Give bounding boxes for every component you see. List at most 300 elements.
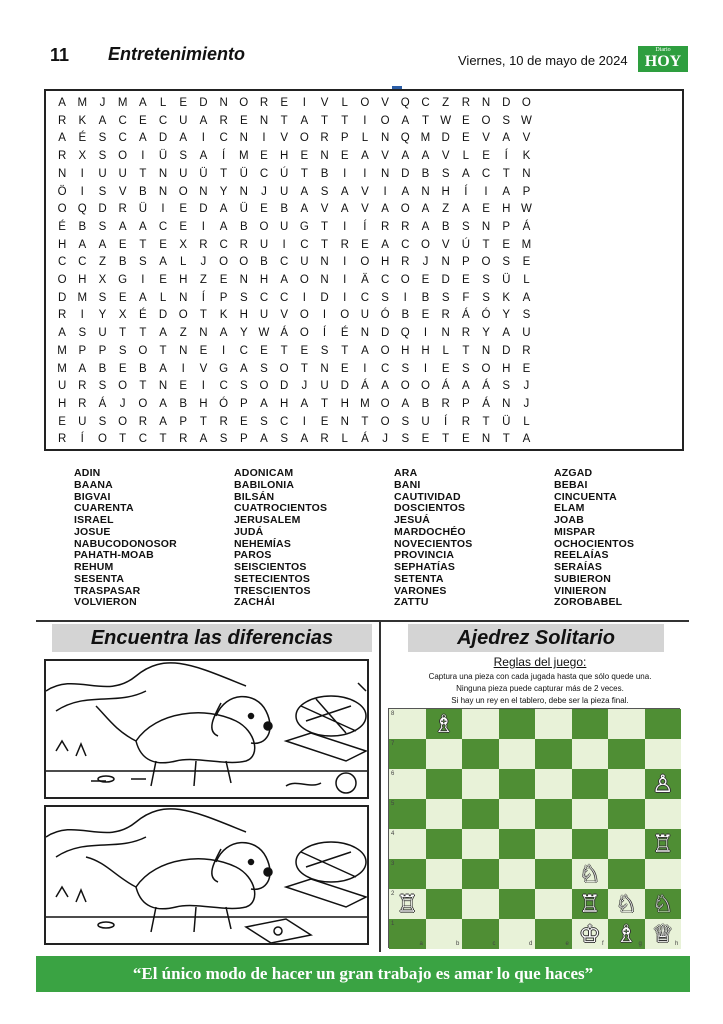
grid-letter: E — [502, 238, 511, 251]
grid-letter: U — [98, 167, 107, 180]
grid-letter: E — [179, 380, 188, 393]
grid-letter: K — [522, 150, 531, 163]
grid-letter: U — [320, 380, 329, 393]
grid-letter: Ó — [219, 397, 229, 410]
board-square — [499, 859, 536, 889]
grid-letter: A — [462, 380, 470, 393]
chess-piece-rook-icon[interactable]: ♖ — [651, 830, 674, 858]
grid-letter: R — [401, 220, 410, 233]
grid-letter: E — [260, 344, 268, 357]
grid-letter: S — [502, 114, 511, 127]
grid-letter: I — [343, 256, 347, 269]
word-item: NABUCODONOSOR — [74, 537, 177, 550]
grid-letter: H — [441, 185, 450, 198]
grid-row — [52, 95, 678, 112]
grid-letter: J — [523, 397, 530, 410]
grid-letter: A — [381, 380, 389, 393]
board-square — [645, 739, 682, 769]
grid-letter: E — [421, 309, 430, 322]
grid-letter: D — [98, 203, 107, 216]
grid-letter: N — [360, 327, 370, 340]
grid-letter: A — [139, 220, 147, 233]
grid-letter: E — [462, 274, 470, 286]
board-square — [389, 709, 426, 739]
grid-letter: C — [259, 291, 269, 304]
grid-letter: T — [159, 433, 167, 446]
grid-letter: V — [320, 97, 329, 109]
grid-letter: Í — [221, 150, 226, 163]
grid-letter: T — [361, 415, 369, 428]
grid-letter: A — [239, 362, 248, 375]
grid-letter: C — [280, 291, 289, 304]
grid-letter: E — [482, 150, 490, 163]
page-header — [0, 0, 723, 80]
grid-letter: L — [341, 433, 348, 446]
grid-letter: B — [441, 220, 450, 233]
grid-letter: V — [381, 97, 389, 109]
grid-letter: D — [57, 291, 67, 304]
grid-letter: E — [260, 203, 268, 216]
grid-letter: H — [57, 397, 67, 410]
grid-letter: N — [481, 220, 491, 233]
grid-letter: O — [420, 238, 430, 251]
grid-letter: Ó — [481, 309, 491, 322]
board-square — [462, 799, 499, 829]
grid-letter: R — [320, 433, 329, 446]
board-square — [499, 889, 536, 919]
grid-letter: A — [300, 203, 309, 216]
grid-letter: T — [482, 415, 490, 428]
grid-letter: S — [98, 132, 107, 145]
grid-letter: R — [522, 344, 531, 357]
grid-letter: E — [118, 362, 127, 375]
word-item: BIGVAI — [74, 490, 111, 503]
grid-letter: C — [401, 238, 410, 251]
grid-letter: É — [340, 327, 349, 340]
grid-letter: N — [441, 327, 450, 340]
grid-letter: M — [360, 397, 370, 410]
grid-letter: A — [139, 97, 147, 109]
board-square — [535, 739, 572, 769]
grid-letter: S — [502, 380, 511, 393]
grid-letter: C — [481, 167, 491, 180]
word-item: BILSÁN — [234, 490, 275, 503]
word-item: ISRAEL — [74, 514, 114, 526]
grid-letter: M — [77, 97, 88, 109]
chess-piece-knight-icon[interactable]: ♘ — [615, 890, 637, 918]
grid-letter: O — [299, 274, 309, 286]
grid-letter: F — [462, 291, 470, 304]
grid-letter: E — [179, 203, 188, 216]
grid-letter: Ü — [239, 167, 248, 180]
grid-letter: O — [299, 309, 309, 322]
grid-letter: Í — [464, 185, 468, 198]
board-square — [645, 799, 682, 829]
grid-letter: R — [461, 415, 470, 428]
grid-letter: E — [300, 150, 309, 163]
grid-letter: T — [139, 167, 147, 180]
grid-letter: V — [361, 203, 369, 216]
grid-letter: U — [78, 415, 87, 428]
grid-letter: U — [522, 327, 531, 340]
word-item: JOSUE — [74, 525, 111, 538]
rule-line: Captura una pieza con cada jugada hasta que sólo quede una. — [428, 672, 652, 681]
word-item: CUARENTA — [74, 502, 134, 515]
word-item: TRESCIENTOS — [234, 584, 311, 597]
grid-letter: A — [199, 114, 208, 127]
grid-letter: R — [401, 256, 410, 269]
grid-letter: A — [462, 167, 470, 180]
grid-letter: P — [239, 397, 248, 410]
grid-letter: I — [80, 167, 84, 180]
grid-letter: Q — [400, 132, 410, 145]
grid-letter: S — [98, 220, 107, 233]
word-item: BABILONIA — [234, 478, 295, 491]
grid-letter: H — [199, 397, 208, 410]
grid-letter: I — [343, 220, 347, 233]
grid-letter: O — [259, 220, 269, 233]
grid-letter: A — [361, 344, 369, 357]
grid-letter: H — [421, 344, 430, 357]
grid-letter: Ú — [461, 238, 470, 251]
board-square — [535, 709, 572, 739]
grid-letter: K — [78, 114, 87, 127]
grid-letter: D — [441, 274, 450, 286]
grid-letter: T — [199, 309, 207, 322]
grid-letter: Z — [98, 256, 106, 269]
grid-letter: B — [179, 397, 188, 410]
grid-letter: C — [118, 114, 127, 127]
grid-letter: S — [139, 256, 147, 269]
grid-letter: T — [119, 327, 127, 340]
board-square — [499, 799, 536, 829]
grid-letter: N — [199, 185, 208, 198]
grid-letter: E — [320, 415, 329, 428]
grid-letter: S — [98, 415, 107, 428]
board-square — [462, 739, 499, 769]
grid-letter: N — [199, 327, 208, 340]
grid-letter: O — [380, 397, 390, 410]
grid-letter: A — [502, 327, 511, 340]
grid-letter: R — [340, 238, 349, 251]
grid-letter: P — [502, 220, 511, 233]
grid-letter: E — [219, 274, 228, 286]
chess-piece-pawn-icon[interactable]: ♙ — [651, 770, 674, 798]
grid-letter: A — [381, 238, 389, 251]
grid-letter: J — [422, 256, 429, 269]
chess-piece-queen-icon[interactable]: ♕ — [651, 920, 674, 948]
grid-letter: I — [423, 362, 428, 375]
grid-letter: I — [343, 167, 347, 180]
grid-letter: C — [380, 362, 390, 375]
grid-letter: O — [400, 203, 410, 216]
word-column — [394, 468, 544, 609]
rank-label: 1 — [391, 921, 395, 927]
chess-piece-bishop-icon[interactable]: ♗ — [432, 710, 455, 738]
grid-letter: B — [78, 220, 87, 233]
grid-letter: Á — [441, 380, 450, 393]
grid-letter: Z — [442, 203, 450, 216]
grid-letter: A — [78, 362, 87, 375]
chess-piece-knight-icon[interactable]: ♘ — [578, 860, 601, 888]
file-label: a — [419, 941, 423, 947]
grid-letter: U — [259, 238, 269, 251]
dog-scene-illustration — [46, 661, 369, 799]
grid-letter: R — [461, 97, 470, 109]
grid-letter: A — [381, 203, 389, 216]
grid-letter: C — [219, 132, 228, 145]
grid-letter: P — [340, 132, 349, 145]
grid-letter: P — [98, 344, 107, 357]
grid-letter: I — [363, 167, 367, 180]
grid-letter: A — [401, 114, 410, 127]
grid-letter: A — [260, 433, 268, 446]
grid-letter: Ä — [361, 274, 369, 286]
grid-letter: C — [380, 274, 390, 286]
grid-letter: Z — [179, 327, 187, 340]
grid-letter: N — [57, 167, 67, 180]
rank-label: 4 — [391, 831, 395, 837]
grid-letter: A — [219, 327, 228, 340]
grid-letter: I — [80, 309, 84, 322]
file-label: b — [456, 941, 460, 947]
grid-letter: R — [118, 203, 127, 216]
board-square — [389, 859, 426, 889]
word-item: CAUTIVIDAD — [394, 490, 461, 503]
word-item: ELAM — [554, 502, 585, 515]
grid-letter: H — [78, 274, 87, 286]
grid-letter: W — [258, 327, 270, 340]
grid-letter: O — [380, 114, 390, 127]
grid-letter: B — [401, 309, 410, 322]
grid-letter: H — [502, 203, 511, 216]
grid-letter: I — [343, 274, 347, 286]
grid-row — [52, 431, 678, 448]
grid-letter: Y — [482, 327, 490, 340]
word-column — [234, 468, 384, 609]
chess-piece-bishop-icon[interactable]: ♗ — [615, 920, 637, 948]
grid-letter: E — [441, 362, 450, 375]
grid-letter: Í — [322, 327, 327, 340]
board-square — [535, 829, 572, 859]
grid-letter: C — [360, 291, 370, 304]
grid-letter: S — [260, 415, 268, 428]
grid-letter: R — [461, 327, 470, 340]
word-item: SETECIENTOS — [234, 572, 311, 585]
grid-letter: R — [179, 433, 188, 446]
grid-letter: U — [280, 185, 289, 198]
board-square — [426, 829, 463, 859]
chess-piece-king-icon[interactable]: ♔ — [578, 920, 601, 948]
grid-letter: M — [57, 344, 67, 357]
rules-title: Reglas del juego: — [493, 655, 587, 669]
grid-letter: N — [320, 274, 329, 286]
grid-letter: V — [280, 309, 288, 322]
grid-letter: C — [280, 415, 289, 428]
word-item: JOAB — [554, 514, 584, 526]
board-square — [535, 859, 572, 889]
word-item: VINIERON — [554, 584, 607, 597]
grid-letter: I — [201, 220, 205, 233]
grid-letter: C — [300, 238, 309, 251]
grid-letter: T — [159, 344, 167, 357]
grid-letter: P — [179, 415, 188, 428]
grid-letter: I — [302, 97, 306, 109]
grid-letter: O — [340, 309, 350, 322]
grid-letter: U — [360, 309, 370, 322]
grid-letter: Í — [363, 220, 367, 233]
grid-letter: N — [380, 167, 390, 180]
grid-letter: A — [199, 433, 208, 446]
grid-letter: G — [299, 220, 309, 233]
grid-letter: V — [441, 150, 450, 163]
logo-big-text: HOY — [644, 53, 682, 70]
grid-letter: P — [219, 291, 228, 304]
word-item: ADIN — [74, 467, 101, 479]
grid-letter: O — [57, 203, 67, 216]
grid-letter: N — [340, 415, 349, 428]
grid-letter: R — [57, 433, 67, 446]
grid-letter: V — [118, 185, 127, 198]
grid-row — [52, 184, 678, 201]
grid-letter: A — [502, 132, 511, 145]
grid-row — [52, 113, 678, 130]
grid-letter: K — [219, 309, 228, 322]
grid-letter: Á — [482, 380, 490, 393]
grid-letter: I — [403, 291, 407, 304]
grid-letter: A — [58, 97, 66, 109]
grid-letter: S — [502, 256, 511, 269]
grid-letter: E — [462, 433, 470, 446]
grid-letter: P — [239, 433, 248, 446]
grid-letter: S — [441, 167, 450, 180]
word-item: ZACHÁI — [234, 596, 275, 609]
word-item: BANI — [394, 478, 421, 491]
grid-letter: S — [401, 433, 410, 446]
grid-letter: C — [158, 220, 168, 233]
grid-letter: N — [239, 132, 248, 145]
word-item: ZATTU — [394, 596, 429, 609]
grid-letter: O — [239, 97, 249, 109]
grid-letter: S — [441, 291, 450, 304]
grid-letter: I — [343, 291, 347, 304]
grid-letter: S — [320, 185, 329, 198]
grid-letter: A — [219, 203, 228, 216]
grid-letter: V — [361, 185, 369, 198]
grid-letter: S — [381, 291, 389, 304]
chess-piece-rook-icon[interactable]: ♖ — [396, 890, 418, 918]
grid-letter: C — [158, 114, 168, 127]
section-title: Entretenimiento — [108, 44, 246, 64]
grid-letter: I — [181, 362, 185, 375]
grid-letter: A — [159, 256, 167, 269]
word-item: DOSCIENTOS — [394, 502, 466, 515]
word-list — [74, 468, 674, 612]
grid-letter: Ü — [138, 203, 147, 216]
grid-letter: R — [78, 380, 87, 393]
board-square — [608, 739, 645, 769]
grid-letter: A — [361, 150, 369, 163]
grid-letter: O — [57, 274, 67, 286]
grid-row — [52, 325, 678, 342]
board-square — [426, 799, 463, 829]
word-item: OCHOCIENTOS — [554, 537, 635, 550]
grid-letter: S — [462, 220, 470, 233]
logo-small-text: Diario — [655, 47, 671, 53]
grid-letter: E — [522, 256, 531, 269]
grid-row — [52, 396, 678, 413]
grid-letter: A — [139, 291, 147, 304]
grid-letter: E — [421, 274, 430, 286]
word-item: PAROS — [234, 549, 272, 562]
grid-letter: N — [421, 185, 430, 198]
board-square — [572, 709, 609, 739]
word-item: SEISCIENTOS — [234, 561, 307, 573]
grid-row — [52, 343, 678, 360]
grid-letter: C — [138, 433, 147, 446]
grid-letter: E — [482, 203, 490, 216]
grid-letter: L — [442, 344, 449, 357]
board-square — [572, 829, 609, 859]
grid-letter: L — [159, 291, 167, 304]
chess-board — [388, 708, 680, 948]
grid-letter: X — [179, 238, 188, 251]
grid-letter: A — [502, 185, 511, 198]
section-divider — [36, 620, 689, 622]
grid-letter: Ú — [280, 167, 289, 180]
grid-letter: T — [341, 114, 349, 127]
grid-letter: Z — [199, 274, 207, 286]
board-square — [462, 709, 499, 739]
grid-row — [52, 148, 678, 165]
file-label: e — [565, 941, 569, 947]
grid-letter: H — [259, 274, 269, 286]
grid-letter: R — [199, 238, 208, 251]
grid-letter: U — [259, 309, 269, 322]
grid-letter: P — [78, 344, 87, 357]
grid-letter: O — [118, 415, 128, 428]
word-item: ADONICAM — [234, 467, 294, 479]
grid-letter: A — [139, 132, 147, 145]
grid-letter: E — [179, 220, 188, 233]
grid-letter: T — [482, 238, 490, 251]
grid-letter: I — [423, 327, 428, 340]
grid-letter: Á — [361, 380, 369, 393]
grid-letter: C — [219, 380, 228, 393]
grid-letter: T — [502, 167, 510, 180]
board-square — [608, 829, 645, 859]
word-item: SESENTA — [74, 572, 125, 585]
chess-piece-knight-icon[interactable]: ♘ — [651, 890, 674, 918]
grid-letter: D — [199, 203, 208, 216]
grid-letter: Á — [462, 309, 470, 322]
grid-letter: N — [320, 362, 329, 375]
grid-letter: V — [381, 150, 389, 163]
grid-letter: E — [159, 238, 167, 251]
grid-letter: B — [98, 362, 107, 375]
grid-letter: N — [481, 97, 491, 109]
chess-piece-rook-icon[interactable]: ♖ — [578, 890, 601, 918]
grid-letter: O — [299, 327, 309, 340]
grid-letter: H — [502, 362, 511, 375]
grid-letter: R — [239, 238, 248, 251]
file-label: h — [675, 941, 679, 947]
grid-letter: Á — [280, 327, 288, 340]
grid-letter: T — [300, 167, 308, 180]
grid-letter: T — [119, 433, 127, 446]
grid-letter: B — [260, 256, 268, 269]
grid-letter: C — [259, 167, 269, 180]
